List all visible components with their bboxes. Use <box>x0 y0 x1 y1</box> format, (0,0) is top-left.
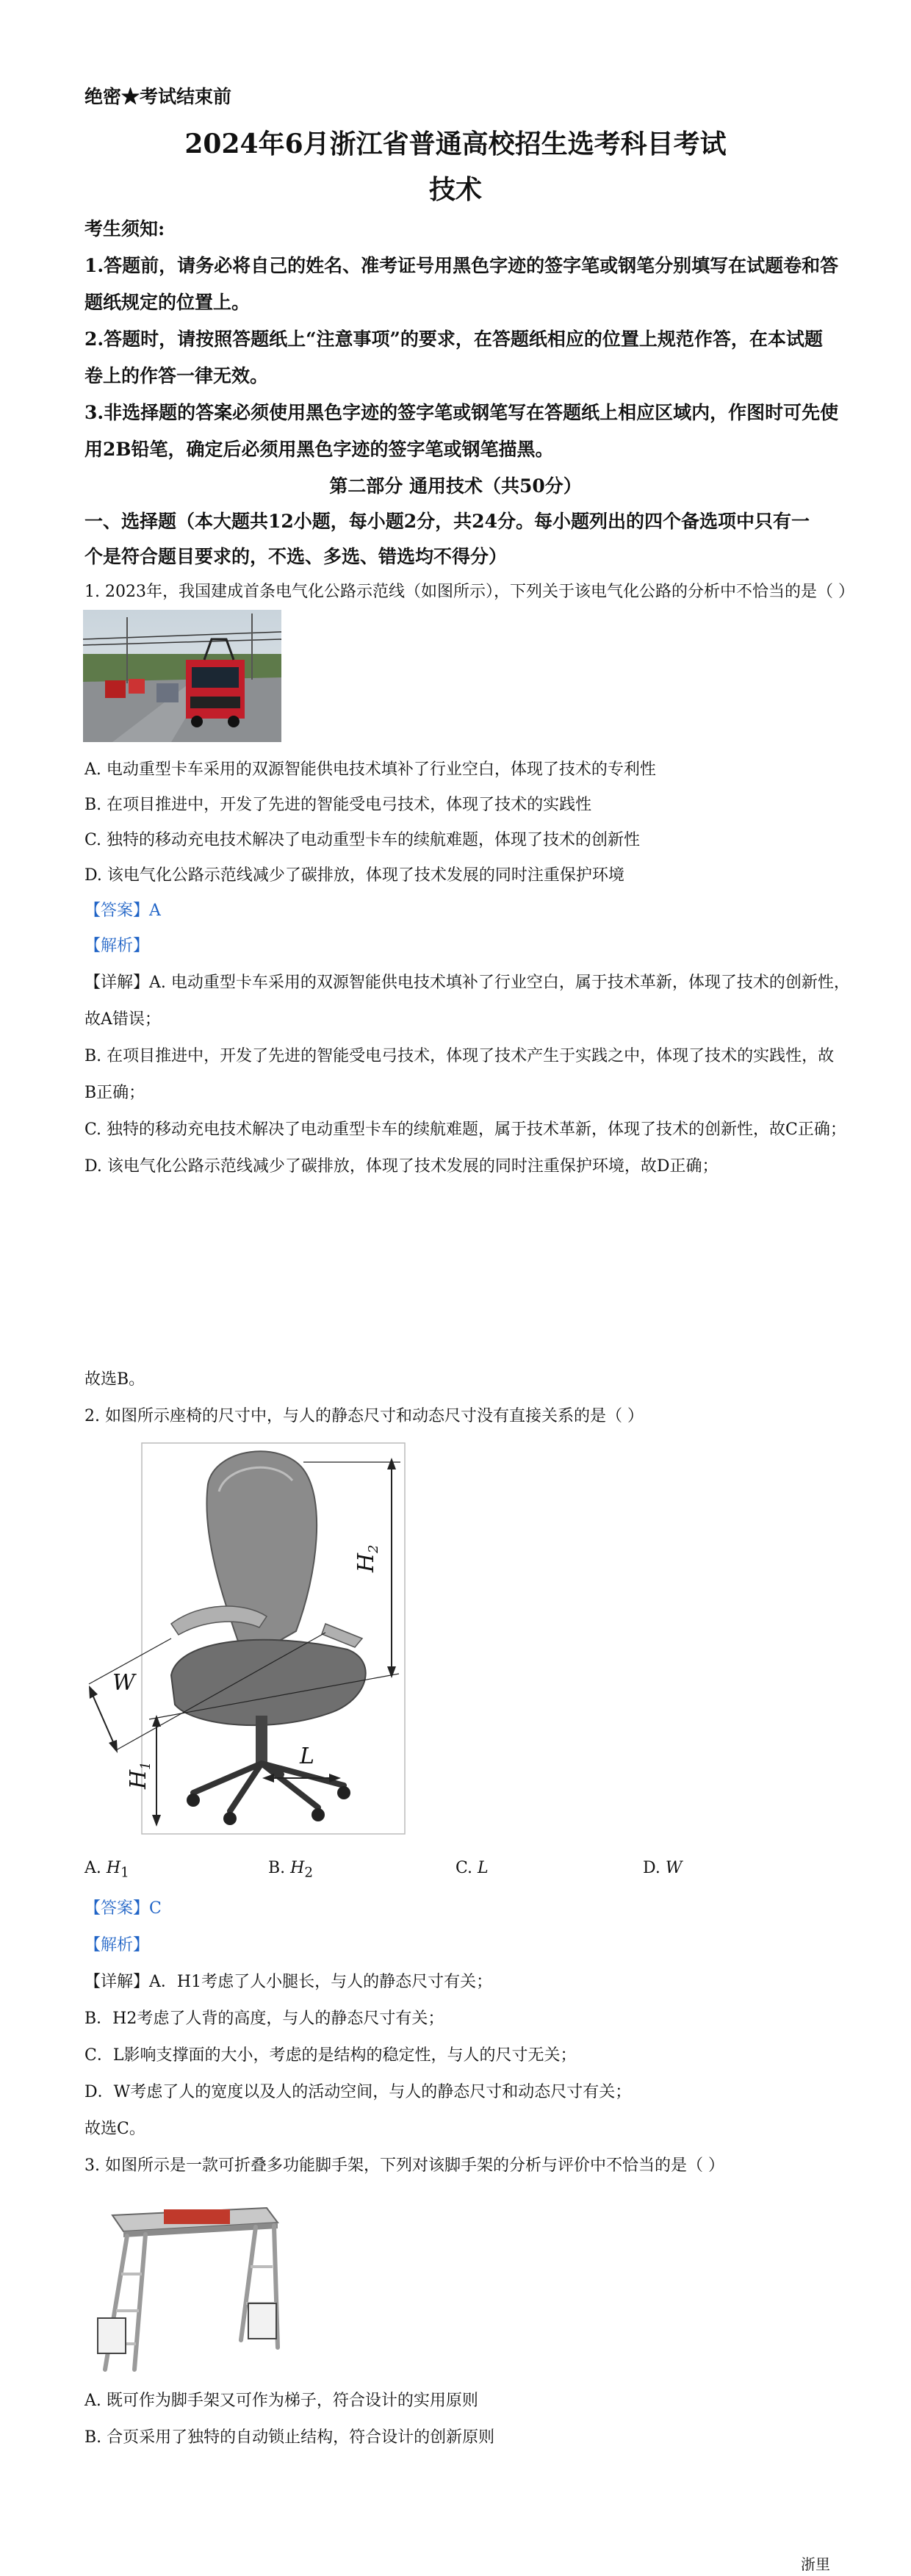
notice-line: 用2B铅笔，确定后必须用黑色字迹的签字笔或钢笔描黑。 <box>84 439 554 460</box>
notice-line: 2.答题时，请按照答题纸上“注意事项”的要求，在答题纸相应的位置上规范作答，在本试题 <box>84 328 823 350</box>
notice-line: 1.答题前，请务必将自己的姓名、准考证号用黑色字迹的签字笔或钢笔分别填写在试题卷和答 <box>84 255 839 276</box>
question-1-option-d: D. 该电气化公路示范线减少了碳排放，体现了技术发展的同时注重保护环境 <box>84 866 624 885</box>
question-1-detail: B. 在项目推进中，开发了先进的智能受电弓技术，体现了技术产生于实践之中，体现了技术的实践性，故 <box>84 1047 835 1065</box>
question-1-detail: C. 独特的移动充电技术解决了电动重型卡车的续航难题，属于技术革新，体现了技术的创新性，故C正确； <box>84 1120 846 1139</box>
question-2-stem: 2. 如图所示座椅的尺寸中，与人的静态尺寸和动态尺寸没有直接关系的是（ ） <box>84 1407 644 1425</box>
question-1-option-c: C. 独特的移动充电技术解决了电动重型卡车的续航难题，体现了技术的创新性 <box>84 831 641 849</box>
question-2-detail: B．H2考虑了人背的高度，与人的静态尺寸有关； <box>84 2010 444 2028</box>
question-1-option-a: A. 电动重型卡车采用的双源智能供电技术填补了行业空白，体现了技术的专利性 <box>84 760 656 779</box>
folding-scaffold-image <box>83 2193 303 2377</box>
office-chair-diagram <box>83 1440 414 1837</box>
question-2-answer-label: 【答案】C <box>84 1899 162 1918</box>
notice-line: 卷上的作答一律无效。 <box>84 365 269 386</box>
secret-mark: 绝密★考试结束前 <box>84 86 232 107</box>
question-2-option-d: D. W <box>643 1859 683 1877</box>
label-w: W <box>112 1670 135 1696</box>
question-2-option-c: C. L <box>455 1859 489 1877</box>
question-1-answer-label: 【答案】A <box>84 902 161 920</box>
question-1-option-b: B. 在项目推进中，开发了先进的智能受电弓技术，体现了技术的实践性 <box>84 796 592 814</box>
question-3-stem: 3. 如图所示是一款可折叠多功能脚手架，下列对该脚手架的分析与评价中不恰当的是（ ） <box>84 2156 724 2175</box>
section-intro: 个是符合题目要求的，不选、多选、错选均不得分） <box>84 546 508 567</box>
question-1-detail: 【详解】A. 电动重型卡车采用的双源智能供电技术填补了行业空白，属于技术革新，体现了技术的创新性， <box>84 974 850 992</box>
question-1-detail: 故A错误； <box>84 1010 161 1029</box>
notice-line: 3.非选择题的答案必须使用黑色字迹的签字笔或钢笔写在答题纸上相应区域内，作图时可先使 <box>84 402 839 423</box>
exam-title: 2024年6月浙江省普通高校招生选考科目考试 <box>184 129 727 159</box>
question-2-detail: C．L影响支撑面的大小，考虑的是结构的稳定性，与人的尺寸无关； <box>84 2046 577 2065</box>
subject-title: 技术 <box>428 174 482 205</box>
part-title: 第二部分 通用技术（共50分） <box>329 475 582 497</box>
question-1-conclusion: 故选B。 <box>84 1370 145 1389</box>
question-1-stem: 1. 2023年，我国建成首条电气化公路示范线（如图所示），下列关于该电气化公路的分析中不恰当的是（ ） <box>84 583 854 601</box>
question-2-detail: D．W考虑了人的宽度以及人的活动空间，与人的静态尺寸和动态尺寸有关； <box>84 2083 632 2101</box>
question-2-option-a: A. $H_1$ <box>84 1859 129 1881</box>
label-h1: $H_1$ <box>126 1761 154 1789</box>
electrified-highway-image <box>83 610 281 742</box>
question-1-analysis-label: 【解析】 <box>84 937 150 955</box>
notice-heading: 考生须知: <box>84 218 165 240</box>
notice-line: 题纸规定的位置上。 <box>84 292 251 313</box>
page-footer: 浙里 <box>801 2555 830 2573</box>
question-3-option-a: A. 既可作为脚手架又可作为梯子，符合设计的实用原则 <box>84 2392 478 2410</box>
label-l: L <box>300 1744 314 1769</box>
question-1-detail: B正确； <box>84 1084 145 1102</box>
question-2-detail: 【详解】A．H1考虑了人小腿长，与人的静态尺寸有关； <box>84 1973 493 1991</box>
question-3-option-b: B. 合页采用了独特的自动锁止结构，符合设计的创新原则 <box>84 2428 495 2447</box>
label-h2: $H_2$ <box>353 1544 381 1572</box>
question-2-option-b: B. $H_2$ <box>268 1859 314 1881</box>
question-1-detail: D. 该电气化公路示范线减少了碳排放，体现了技术发展的同时注重保护环境，故D正确； <box>84 1157 719 1176</box>
question-2-analysis-label: 【解析】 <box>84 1936 150 1954</box>
section-intro: 一、选择题（本大题共12小题，每小题2分，共24分。每小题列出的四个备选项中只有一 <box>84 511 810 532</box>
question-2-conclusion: 故选C。 <box>84 2120 145 2138</box>
